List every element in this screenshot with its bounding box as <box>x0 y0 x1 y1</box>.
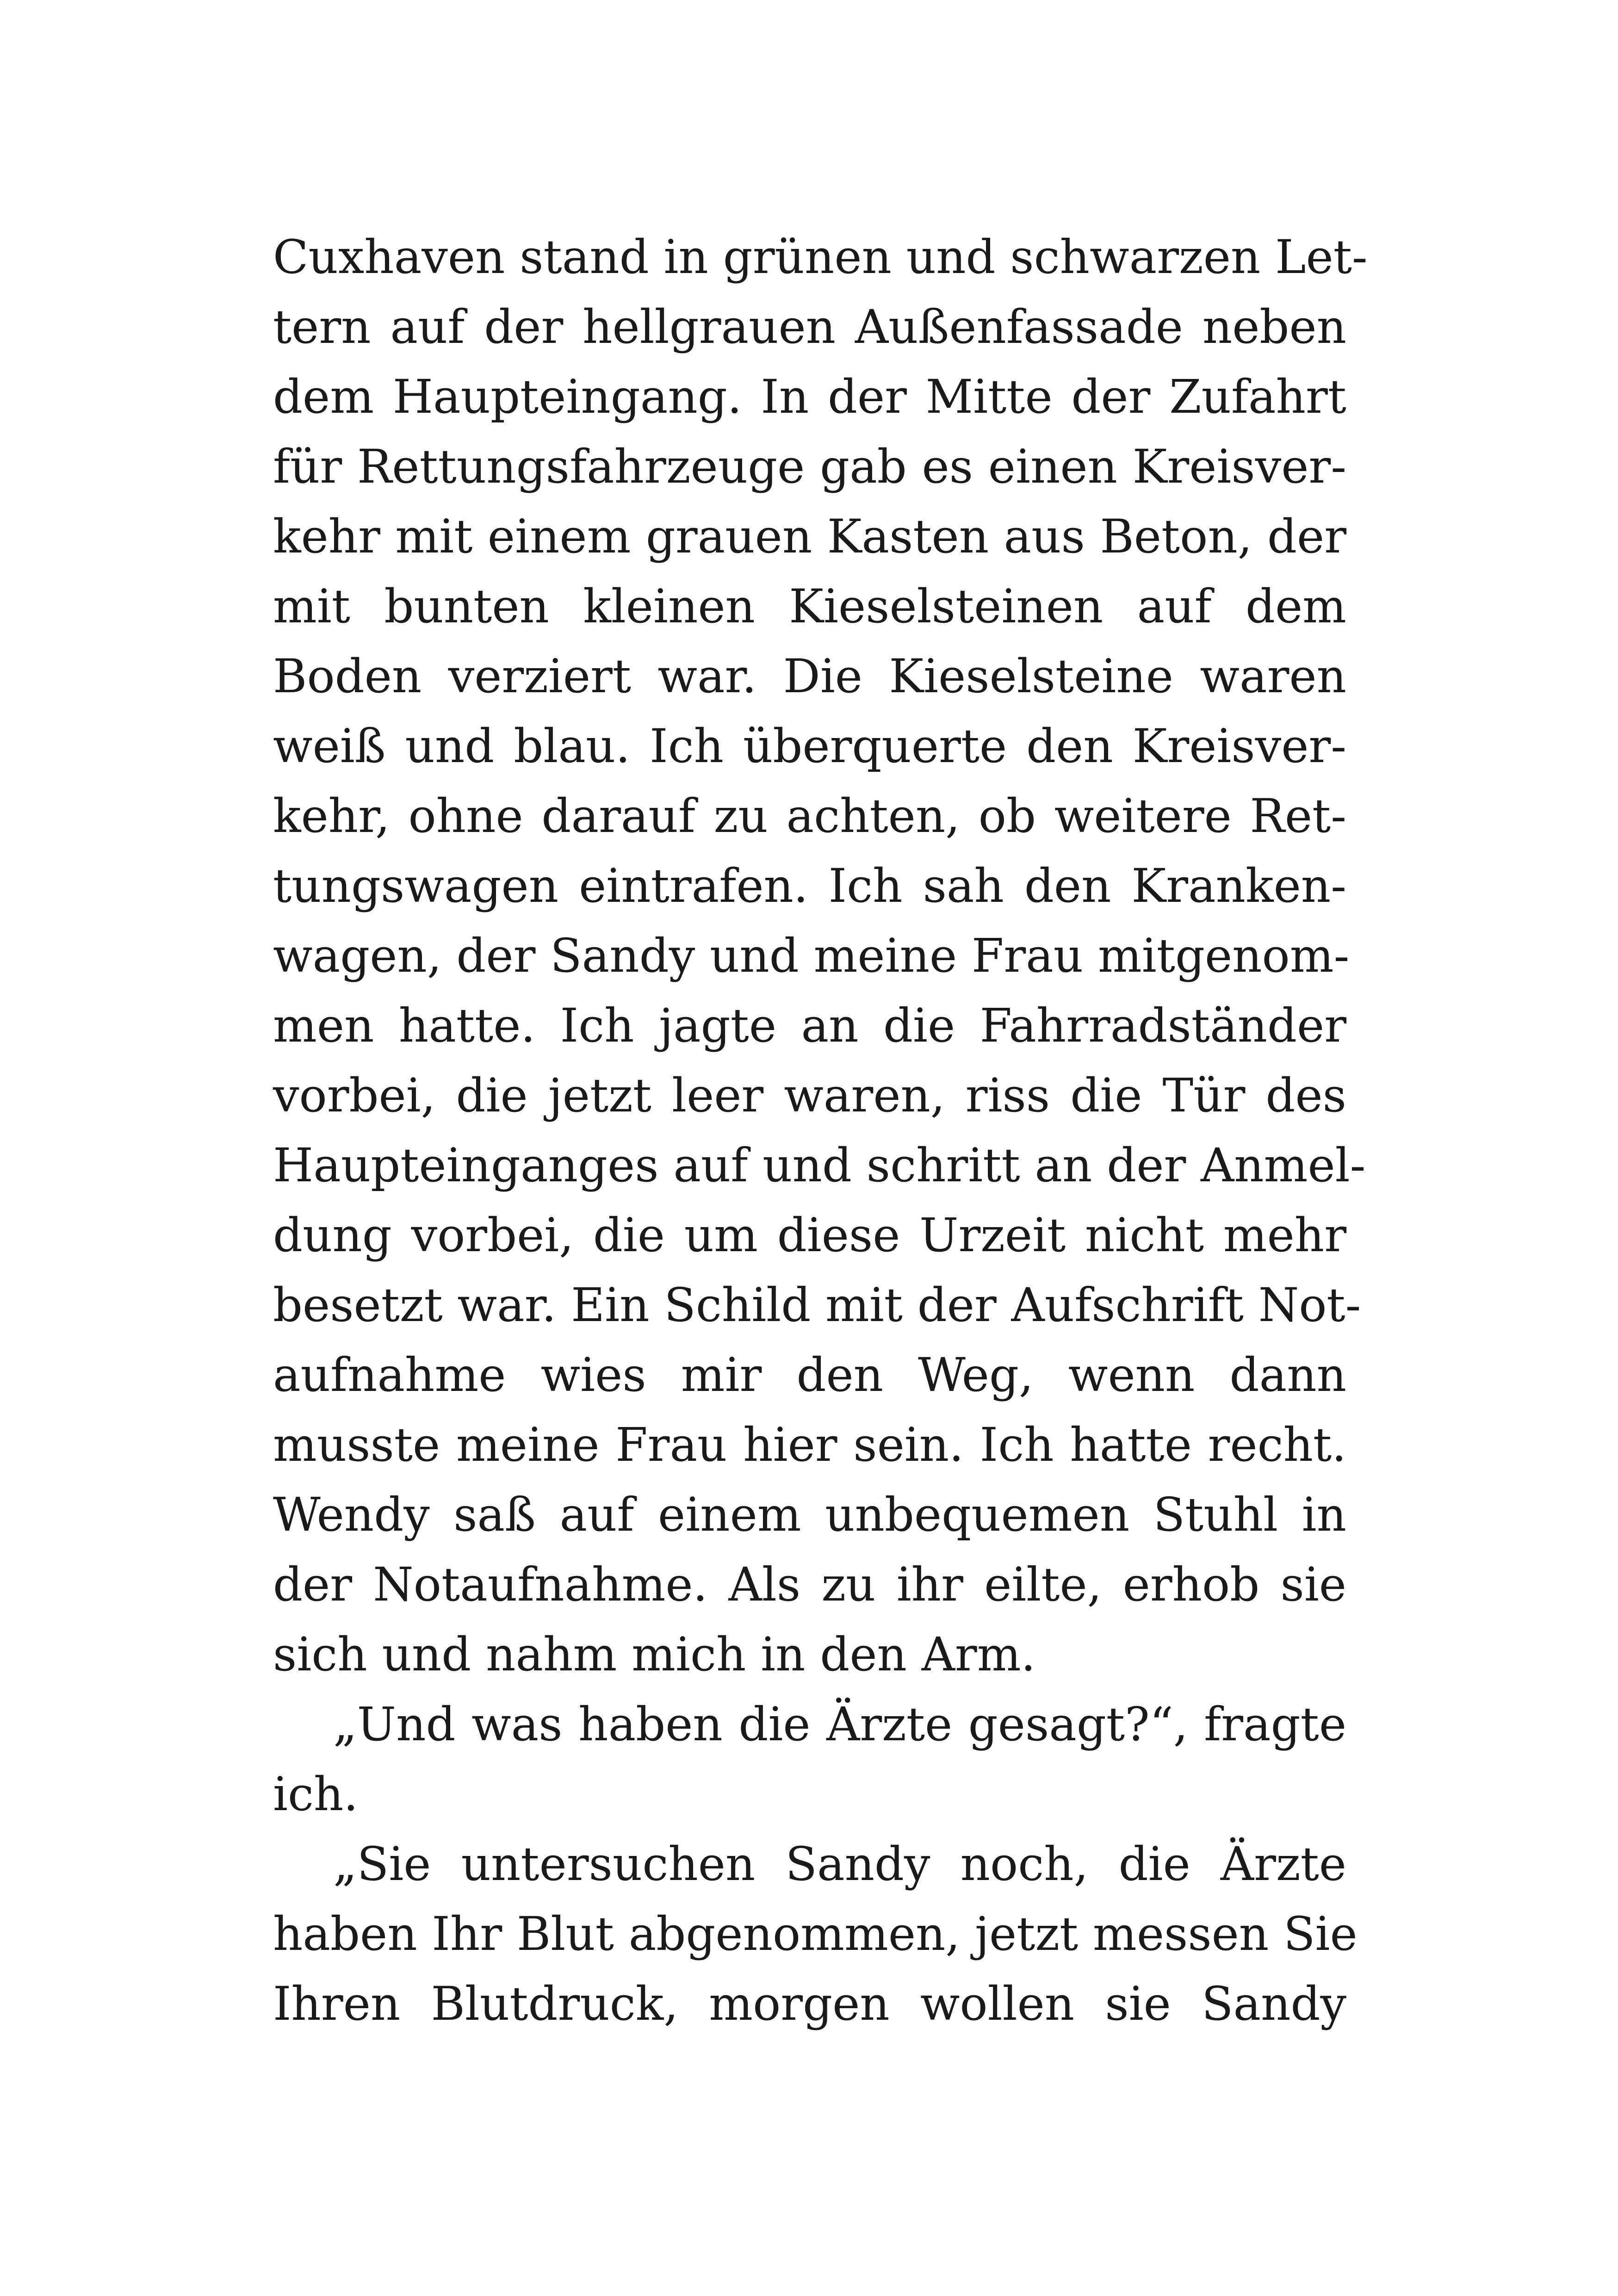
text-line: wagen, der Sandy und meine Frau mitgenom- <box>273 929 1350 983</box>
text-line: Wendy saß auf einem unbequemen Stuhl in <box>273 1488 1346 1542</box>
text-line: Boden verziert war. Die Kieselsteine waren <box>273 649 1346 703</box>
text-line: tern auf der hellgrauen Außenfassade neben <box>273 300 1346 354</box>
text-line: mit bunten kleinen Kieselsteinen auf dem <box>273 579 1346 633</box>
text-line: „Und was haben die Ärzte gesagt?“, fragte <box>333 1697 1346 1751</box>
text-line: weiß und blau. Ich überquerte den Kreisver- <box>273 719 1346 773</box>
text-line: men hatte. Ich jagte an die Fahrradständer <box>273 999 1346 1053</box>
text-line: sich und nahm mich in den Arm. <box>273 1627 1036 1682</box>
text-line: ich. <box>273 1767 359 1821</box>
text-line: der Notaufnahme. Als zu ihr eilte, erhob sie <box>273 1558 1346 1612</box>
text-line: kehr mit einem grauen Kasten aus Beton, der <box>273 509 1346 564</box>
text-line: „Sie untersuchen Sandy noch, die Ärzte <box>333 1837 1346 1891</box>
text-line: Cuxhaven stand in grünen und schwarzen Let- <box>273 230 1368 284</box>
text-line: aufnahme wies mir den Weg, wenn dann <box>273 1348 1346 1402</box>
text-line: musste meine Frau hier sein. Ich hatte recht. <box>273 1418 1346 1472</box>
text-line: tungswagen eintrafen. Ich sah den Kranken- <box>273 859 1346 913</box>
text-line: besetzt war. Ein Schild mit der Aufschrift Not- <box>273 1278 1361 1332</box>
body-text <box>273 222 1368 2039</box>
text-line: Ihren Blutdruck, morgen wollen sie Sandy <box>273 1977 1346 2031</box>
text-line: kehr, ohne darauf zu achten, ob weitere Ret- <box>273 789 1346 843</box>
text-line: für Rettungsfahrzeuge gab es einen Kreisver- <box>273 440 1346 494</box>
text-line: Haupteinganges auf und schritt an der Anmel- <box>273 1138 1366 1192</box>
text-line: dung vorbei, die um diese Urzeit nicht mehr <box>273 1208 1346 1262</box>
text-line: dem Haupteingang. In der Mitte der Zufahrt <box>273 370 1346 424</box>
text-line: vorbei, die jetzt leer waren, riss die Tür des <box>273 1068 1346 1123</box>
text-line: haben Ihr Blut abgenommen, jetzt messen Sie <box>273 1907 1358 1961</box>
